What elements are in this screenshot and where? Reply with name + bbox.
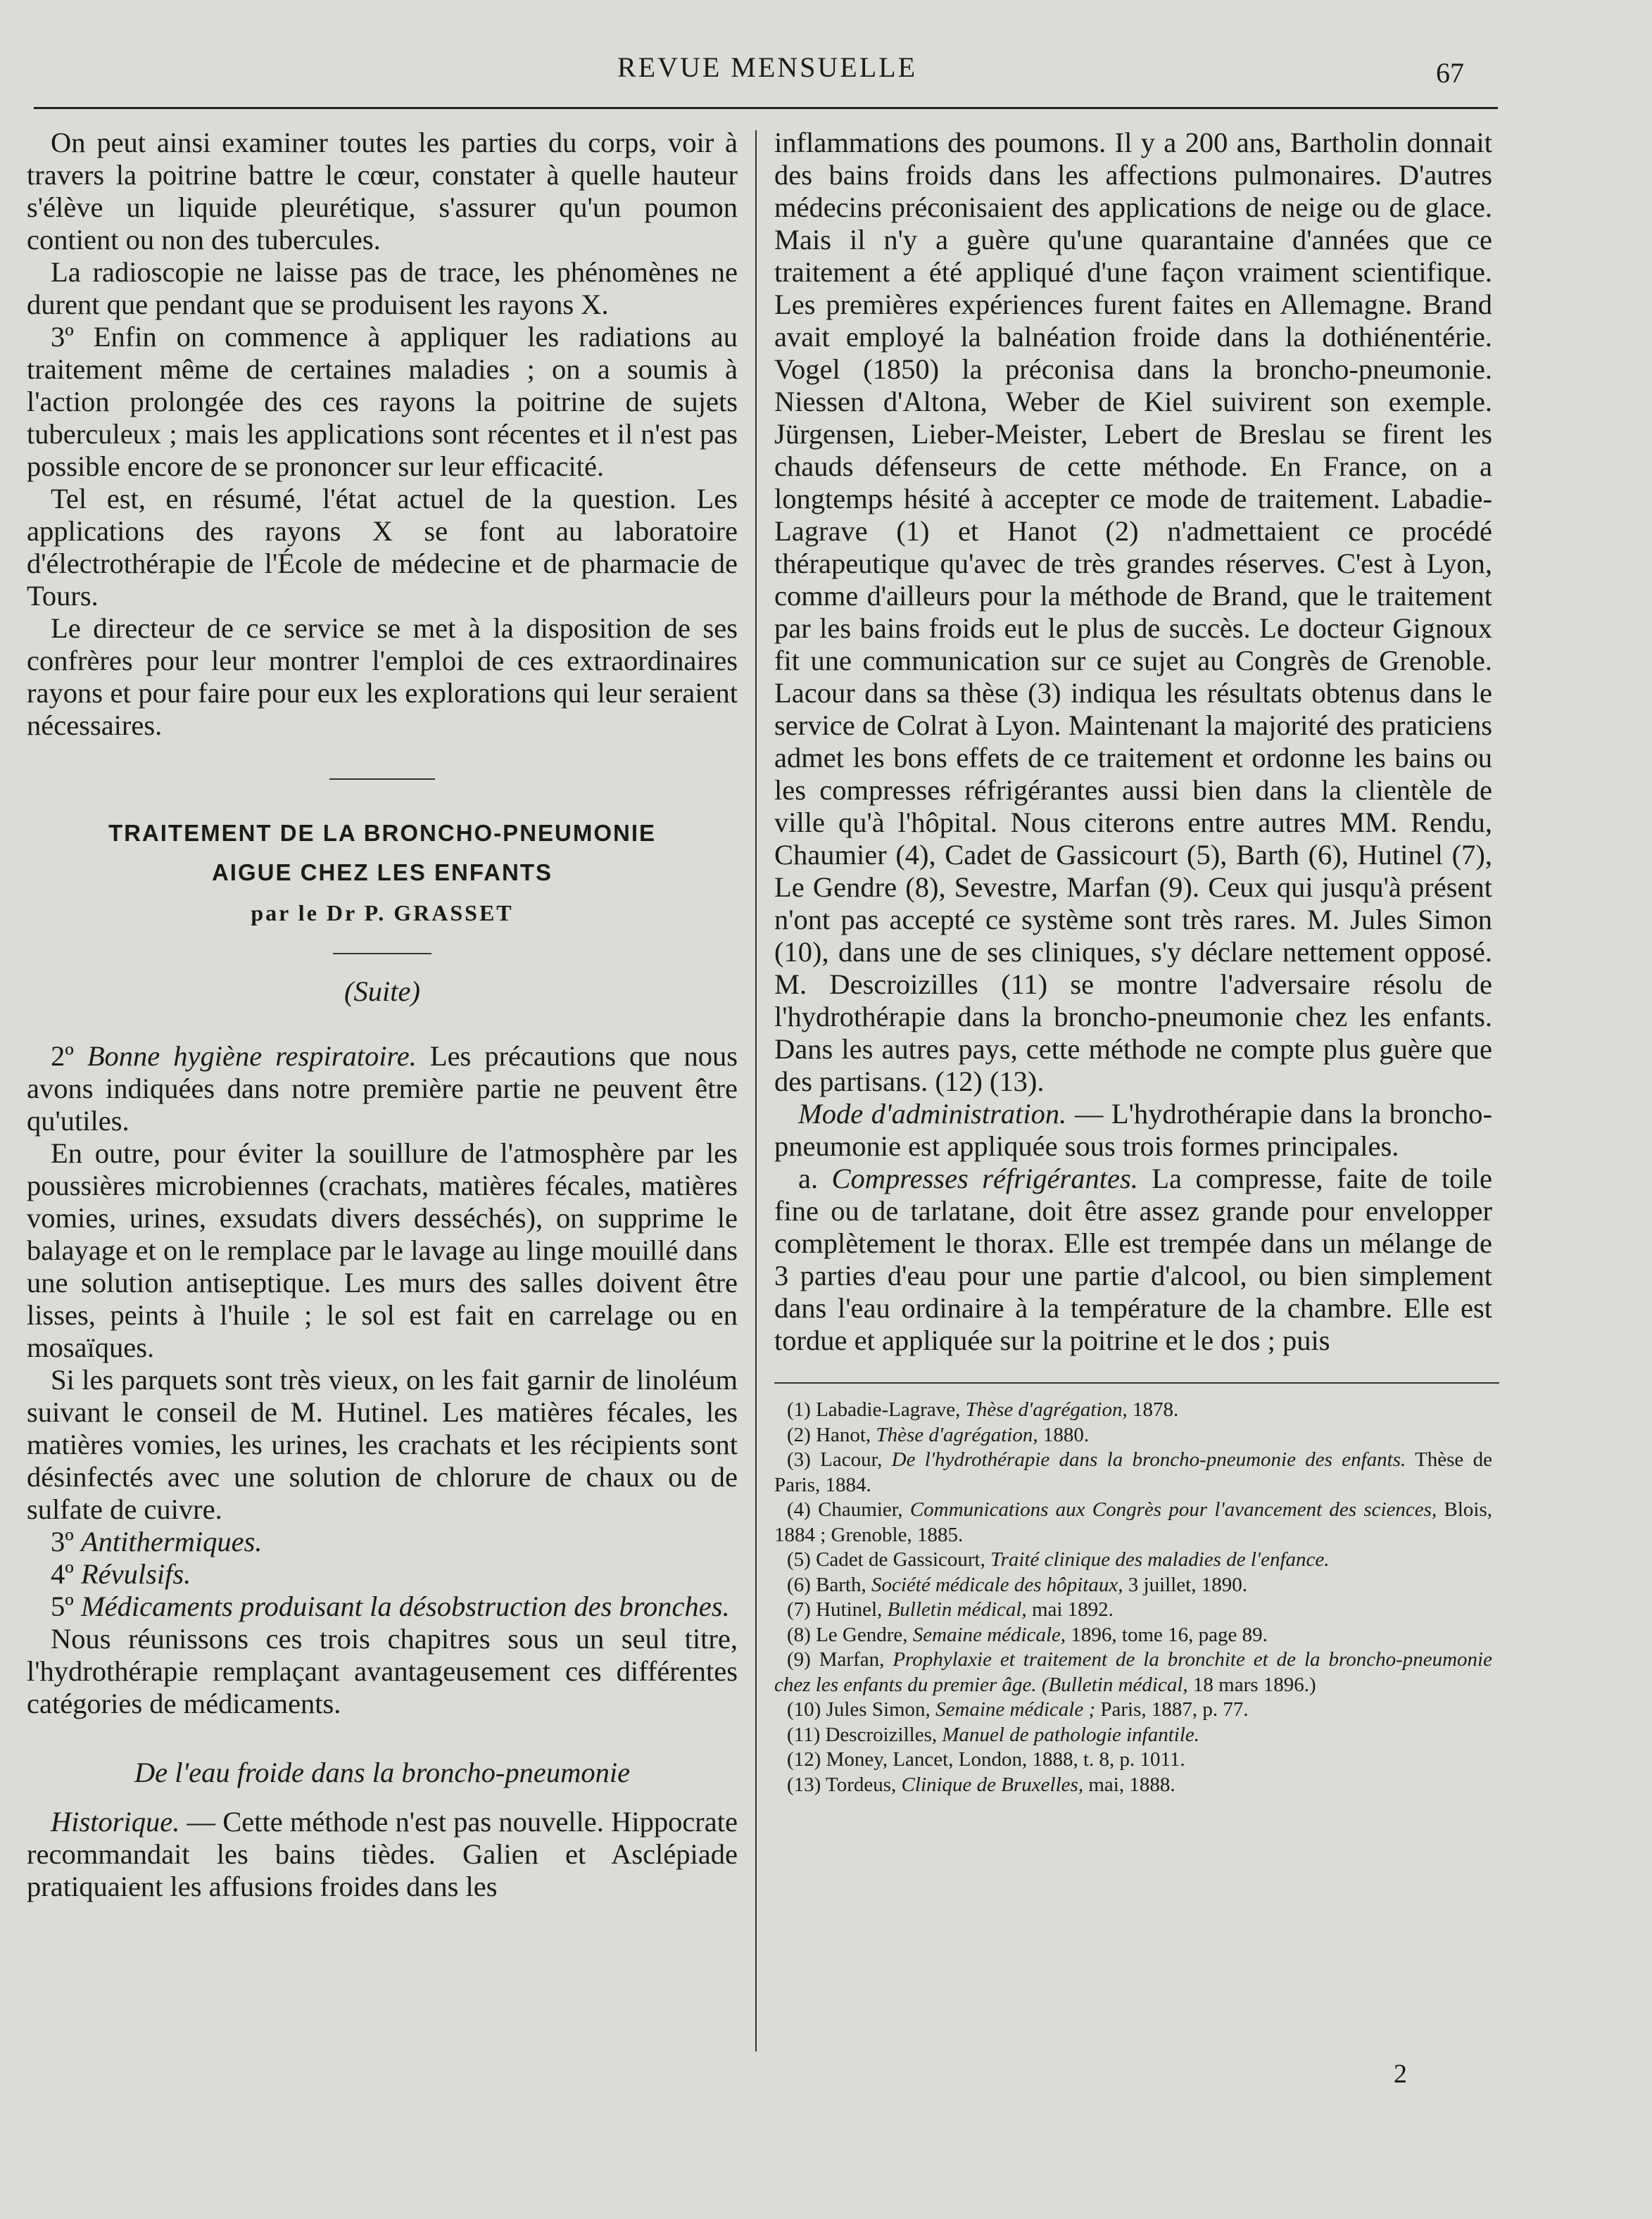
paragraph (27, 1040, 738, 1137)
footnote (774, 1747, 1492, 1773)
paragraph: Le directeur de ce service se met à la disposition de ses confrères pour leur montrer l'emploi de ces extraordinaires rayons et pour faire pour eux les explorations qui leur seraient nécessaires. (27, 612, 738, 741)
footnote-lead: (4) Chaumier, (787, 1498, 910, 1521)
item-text: La compresse, faite de toile fine ou de tarlatane, doit être assez grande pour envelopper complètement le thorax. Elle est trempée dans un mélange de 3 parties d'eau pour une partie d'alcool, ou bien simplement dans l'eau ordinaire à la température de la chambre. Elle est tordue et appliquée sur la poitrine et le dos ; puis (774, 1163, 1492, 1356)
footnote-title: Thèse d'agrégation, (876, 1423, 1038, 1446)
item-number: 2º (51, 1040, 74, 1072)
footnote-lead: (12) Money, Lancet, London, 1888, t. 8, p. 1011. (787, 1748, 1185, 1771)
footnote (774, 1423, 1492, 1448)
footnote-tail: 18 mars 1896.) (1187, 1673, 1316, 1696)
section-subheading: De l'eau froide dans la broncho-pneumonie (134, 1757, 631, 1788)
footnote (774, 1773, 1492, 1798)
footnote-lead: (6) Barth, (787, 1573, 871, 1596)
item-text: Les précautions que nous avons indiquées dans notre première partie ne peuvent être qu'utiles. (27, 1040, 738, 1137)
list-item (27, 1526, 738, 1558)
paragraph: Tel est, en résumé, l'état actuel de la question. Les applications des rayons X se font au laboratoire d'électrothérapie de l'École de médecine et de pharmacie de Tours. (27, 483, 738, 612)
article-title-line: TRAITEMENT DE LA BRONCHO-PNEUMONIE (108, 820, 657, 846)
footnote-tail: Paris, 1887, p. 77. (1095, 1698, 1249, 1721)
signature-mark: 2 (1394, 2059, 1407, 2089)
footnote-title: Manuel de pathologie infantile. (942, 1723, 1200, 1746)
footnote (774, 1398, 1492, 1423)
footnote-lead: (9) Marfan, (787, 1648, 893, 1671)
footnote-title: Semaine médicale ; (935, 1698, 1096, 1721)
footnote-tail: 3 juillet, 1890. (1123, 1573, 1247, 1596)
list-item (27, 1558, 738, 1591)
author-byline: par le Dr P. GRASSET (251, 900, 514, 925)
item-label: Antithermiques. (80, 1526, 263, 1557)
footnote-title: Société médicale des hôpitaux, (871, 1573, 1123, 1596)
footnote-lead: (11) Descroizilles, (787, 1723, 942, 1746)
footnote-lead: (8) Le Gendre, (787, 1623, 913, 1646)
footnote-lead: (10) Jules Simon, (787, 1698, 936, 1721)
paragraph: En outre, pour éviter la souillure de l'atmosphère par les poussières microbiennes (crachats, matières fécales, matières vomies, urines, exsudats divers desséchés), on supprime le balayage et on le remplace par le lavage au linge mouillé dans une solution antiseptique. Les murs des salles doivent être lisses, peints à l'huile ; le sol est fait en carrelage ou en mosaïques. (27, 1137, 738, 1363)
footnote-title: Bulletin médical, (887, 1598, 1027, 1621)
item-label: Historique. (51, 1806, 180, 1838)
footnote-title: Communications aux Congrès pour l'avancement des sciences, (909, 1498, 1437, 1521)
footnote-lead: (7) Hutinel, (787, 1598, 888, 1621)
footnote (774, 1623, 1492, 1648)
paragraph: On peut ainsi examiner toutes les parties du corps, voir à travers la poitrine battre le cœur, constater à quelle hauteur s'élève un liquide pleurétique, s'assurer qu'un poumon contient ou non des tubercules. (27, 127, 738, 255)
footnote-tail: 1896, tome 16, page 89. (1066, 1623, 1268, 1646)
paragraph: inflammations des poumons. Il y a 200 ans, Bartholin donnait des bains froids dans les affections pulmonaires. D'autres médecins préconisaient des applications de neige ou de glace. Mais il n'y a guère qu'une quarantaine d'années que ce traitement a été appliqué d'une façon vraiment scientifique. Les premières expériences furent faites en Allemagne. Brand avait employé la balnéation froide dans la dothiénentérie. Vogel (1850) la préconisa dans la broncho-pneumonie. Niessen d'Altona, Weber de Kiel suivirent son exemple. Jürgensen, Lieber-Meister, Lebert de Breslau se firent les chauds défenseurs de cette méthode. En France, on a longtemps hésité à accepter ce mode de traitement. Labadie-Lagrave (1) et Hanot (2) n'admettaient ce procédé thérapeutique qu'avec de très grandes réserves. C'est à Lyon, comme d'ailleurs pour la méthode de Brand, que le traitement par les bains froids eut le plus de succès. Le docteur Gignoux fit une communication sur ce sujet au Congrès de Grenoble. Lacour dans sa thèse (3) indiqua les résultats obtenus dans le service de Colrat à Lyon. Maintenant la majorité des praticiens admet les bons effets de ce traitement et ordonne les bains ou les compresses réfrigérantes aussi bien dans la clientèle de ville qu'à l'hôpital. Nous citerons entre autres MM. Rendu, Chaumier (4), Cadet de Gassicourt (5), Barth (6), Hutinel (7), Le Gendre (8), Sevestre, Marfan (9). Ceux qui jusqu'à présent n'ont pas accepté ce système sont très rares. M. Jules Simon (10), dans une de ses cliniques, s'y déclare nettement opposé. M. Descroizilles (11) se montre l'adversaire résolu de l'hydrothérapie dans la broncho-pneumonie chez les enfants. Dans les autres pays, cette méthode ne compte plus guère que des partisans. (12) (13). (774, 127, 1492, 1097)
footnote-title: De l'hydrothérapie dans la broncho-pneumonie des enfants. (891, 1448, 1406, 1471)
item-label: Révulsifs. (80, 1558, 191, 1590)
footnotes (774, 1398, 1492, 1797)
item-number: 4º (51, 1558, 74, 1590)
footnote-tail: mai, 1888. (1083, 1773, 1175, 1796)
footnote (774, 1648, 1492, 1698)
header-rule (34, 107, 1498, 109)
page-number: 67 (1436, 57, 1464, 89)
footnote-tail: 1878. (1127, 1398, 1179, 1421)
paragraph: Si les parquets sont très vieux, on les fait garnir de linoléum suivant le conseil de M. Hutinel. Les matières fécales, les matières vomies, les urines, les crachats et les récipients sont désinfectés avec une solution de chlorure de chaux ou de sulfate de cuivre. (27, 1364, 738, 1525)
list-item (27, 1591, 738, 1623)
article-title (27, 814, 738, 892)
footnote-lead: (1) Labadie-Lagrave, (787, 1398, 966, 1421)
footnote (774, 1698, 1492, 1723)
paragraph: Nous réunissons ces trois chapitres sous un seul titre, l'hydrothérapie remplaçant avantageusement ces différentes catégories de médicaments. (27, 1623, 738, 1719)
footnote (774, 1448, 1492, 1498)
article-title-line: AIGUE CHEZ LES ENFANTS (211, 859, 553, 885)
footnote-tail: Blois, 1884 ; Grenoble, 1885. (774, 1498, 1492, 1546)
item-text: — Cette méthode n'est pas nouvelle. Hippocrate recommandait les bains tièdes. Galien et Asclépiade pratiquaient les affusions froides dans les (27, 1806, 738, 1902)
left-column (27, 127, 738, 1903)
column-divider (755, 130, 757, 2052)
item-label: Mode d'administration. (798, 1098, 1067, 1130)
footnote-title: Clinique de Bruxelles, (901, 1773, 1084, 1796)
item-text: — L'hydrothérapie dans la broncho-pneumonie est appliquée sous trois formes principales. (774, 1098, 1493, 1162)
journal-title: REVUE MENSUELLE (617, 51, 918, 83)
item-number: 5º (51, 1591, 74, 1622)
continuation-label: (Suite) (344, 975, 420, 1007)
right-column (774, 127, 1492, 1797)
item-label: Bonne hygiène respiratoire. (87, 1040, 417, 1072)
footnote-tail: Thèse de Paris, 1884. (774, 1448, 1492, 1496)
paragraph (774, 1098, 1492, 1163)
footnote-title: Thèse d'agrégation, (965, 1398, 1128, 1421)
item-number: 3º (51, 1526, 74, 1557)
footnote (774, 1498, 1492, 1548)
footnote-tail: 1880. (1038, 1423, 1090, 1446)
footnote-lead: (2) Hanot, (787, 1423, 876, 1446)
paragraph (774, 1163, 1492, 1357)
running-header (0, 44, 1652, 93)
section-separator (333, 953, 431, 954)
footnote-tail: mai 1892. (1026, 1598, 1114, 1621)
paragraph: 3º Enfin on commence à appliquer les radiations au traitement même de certaines maladies ; on a soumis à l'action prolongée des ces rayons la poitrine de sujets tuberculeux ; mais les applications sont récentes et il n'est pas possible encore de se prononcer sur leur efficacité. (27, 321, 738, 482)
footnote-title: Semaine médicale, (912, 1623, 1066, 1646)
footnote (774, 1598, 1492, 1623)
footnote-lead: (5) Cadet de Gassicourt, (787, 1548, 991, 1571)
footnote-title: Traité clinique des maladies de l'enfance. (990, 1548, 1330, 1571)
footnote-rule (774, 1382, 1499, 1384)
footnote (774, 1723, 1492, 1748)
footnote (774, 1573, 1492, 1598)
item-label: Compresses réfrigérantes. (831, 1163, 1138, 1194)
item-prefix: a. (798, 1163, 832, 1194)
section-separator (329, 778, 435, 780)
footnote-title: Prophylaxie et traitement de la bronchite et de la broncho-pneumonie chez les enfants du premier âge. (Bulletin médical, (774, 1648, 1492, 1696)
item-label: Médicaments produisant la désobstruction des bronches. (80, 1591, 730, 1622)
paragraph: La radioscopie ne laisse pas de trace, les phénomènes ne durent que pendant que se produisent les rayons X. (27, 256, 738, 320)
footnote-lead: (13) Tordeus, (787, 1773, 902, 1796)
footnote (774, 1548, 1492, 1573)
footnote-lead: (3) Lacour, (787, 1448, 892, 1471)
paragraph (27, 1806, 738, 1903)
